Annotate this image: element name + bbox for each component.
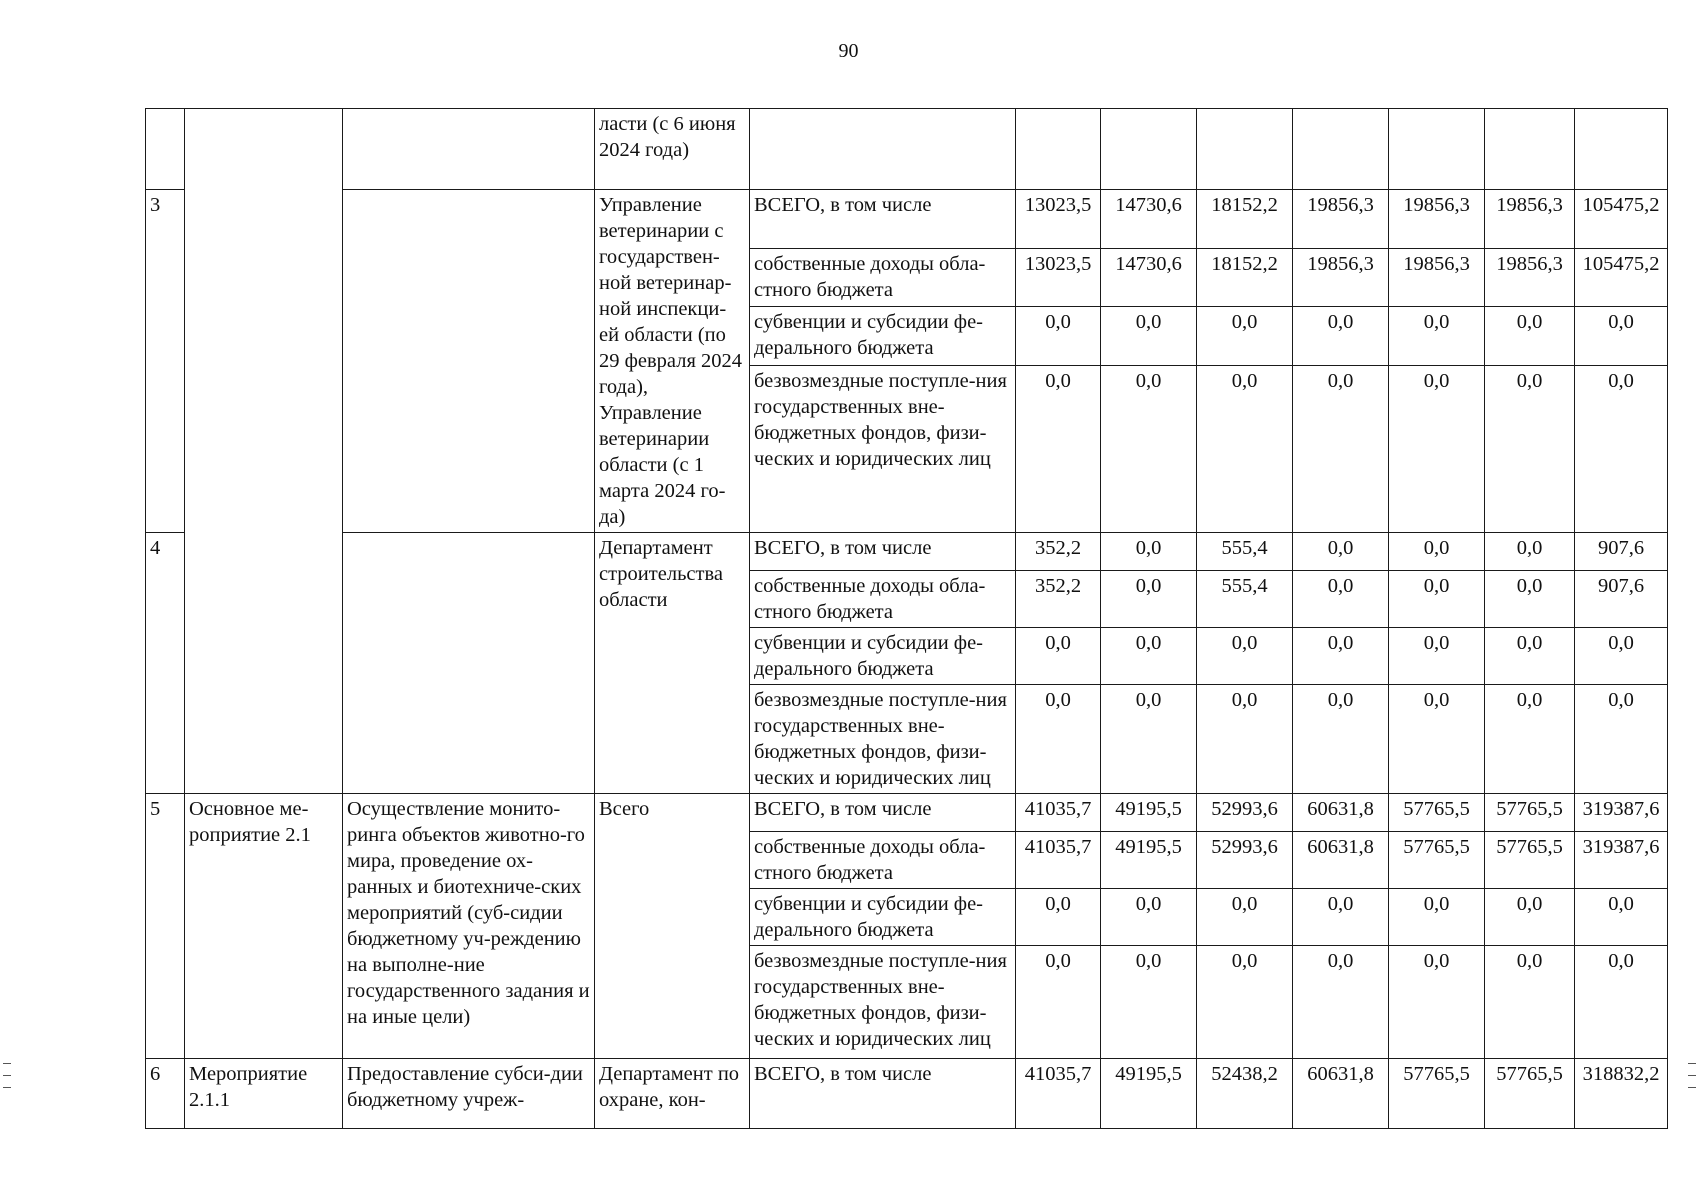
- value-cell: 41035,7: [1016, 794, 1101, 832]
- value-cell: 14730,6: [1101, 190, 1197, 249]
- value-cell: 0,0: [1197, 365, 1293, 532]
- funding-source: ВСЕГО, в том числе: [750, 533, 1016, 571]
- value-cell: 52993,6: [1197, 794, 1293, 832]
- value-cell: 0,0: [1197, 946, 1293, 1059]
- funding-source: субвенции и субсидии фе-дерального бюджета: [750, 889, 1016, 946]
- value-cell: 60631,8: [1293, 794, 1389, 832]
- value-cell: 57765,5: [1389, 794, 1485, 832]
- cell-executor: ласти (с 6 июня 2024 года): [595, 109, 750, 190]
- value-cell: 352,2: [1016, 533, 1101, 571]
- total-cell: 105475,2: [1575, 249, 1668, 307]
- total-cell: 319387,6: [1575, 794, 1668, 832]
- value-cell: 52438,2: [1197, 1059, 1293, 1129]
- table-row: [146, 533, 1668, 571]
- value-cell: 0,0: [1016, 946, 1101, 1059]
- value-cell: 49195,5: [1101, 1059, 1197, 1129]
- value-cell: 0,0: [1293, 685, 1389, 794]
- value-cell: 0,0: [1197, 628, 1293, 685]
- value-cell: 19856,3: [1389, 249, 1485, 307]
- row-number: 5: [146, 794, 185, 1059]
- value-cell: 18152,2: [1197, 249, 1293, 307]
- funding-source: безвозмездные поступле-ния государственных вне-бюджетных фондов, физи-ческих и юридических лиц: [750, 685, 1016, 794]
- scan-edge-mark: [3, 1075, 11, 1076]
- value-cell: 60631,8: [1293, 1059, 1389, 1129]
- value-cell: 0,0: [1101, 571, 1197, 628]
- funding-source: ВСЕГО, в том числе: [750, 190, 1016, 249]
- value-cell: 0,0: [1293, 365, 1389, 532]
- value-cell: 13023,5: [1016, 249, 1101, 307]
- value-cell: 0,0: [1389, 628, 1485, 685]
- value-cell: 0,0: [1389, 571, 1485, 628]
- row-number: 3: [146, 190, 185, 533]
- value-cell: 555,4: [1197, 533, 1293, 571]
- value-cell: 0,0: [1101, 946, 1197, 1059]
- value-cell: 0,0: [1016, 889, 1101, 946]
- value-cell: 60631,8: [1293, 832, 1389, 889]
- value-cell: 0,0: [1016, 365, 1101, 532]
- value-cell: 57765,5: [1485, 794, 1575, 832]
- value-cell: 0,0: [1101, 628, 1197, 685]
- value-cell: 0,0: [1293, 307, 1389, 365]
- value-cell: 0,0: [1016, 628, 1101, 685]
- cell-num: [146, 109, 185, 190]
- cell-executor: Управление ветеринарии с государствен-ной ветеринар-ной инспекци-ей области (по 29 февраля 2024 года), Управление ветеринарии области (с 1 марта 2024 го-да): [595, 190, 750, 533]
- value-cell: 57765,5: [1485, 1059, 1575, 1129]
- value-cell: 555,4: [1197, 571, 1293, 628]
- value-cell: 0,0: [1485, 307, 1575, 365]
- value-cell: 13023,5: [1016, 190, 1101, 249]
- scan-edge-mark: [3, 1063, 11, 1064]
- table-row-continuation: [146, 109, 1668, 190]
- value-cell: 0,0: [1101, 685, 1197, 794]
- value-cell: 0,0: [1389, 889, 1485, 946]
- value-cell: 0,0: [1485, 889, 1575, 946]
- value-cell: 41035,7: [1016, 1059, 1101, 1129]
- value-cell: 0,0: [1485, 571, 1575, 628]
- value-cell: 52993,6: [1197, 832, 1293, 889]
- value-cell: 0,0: [1197, 685, 1293, 794]
- total-cell: 0,0: [1575, 307, 1668, 365]
- cell-name: Осуществление монито-ринга объектов животно-го мира, проведение ох-ранных и биотехниче-ских мероприятий (суб-сидии бюджетному уч-реждению на выполне-ние государственного задания и на иные цели): [343, 794, 595, 1059]
- row-number: 6: [146, 1059, 185, 1129]
- value-cell: 0,0: [1101, 889, 1197, 946]
- total-cell: 0,0: [1575, 946, 1668, 1059]
- table-row: [146, 190, 1668, 249]
- value-cell: 0,0: [1389, 307, 1485, 365]
- funding-source: ВСЕГО, в том числе: [750, 794, 1016, 832]
- total-cell: 318832,2: [1575, 1059, 1668, 1129]
- value-cell: 0,0: [1485, 946, 1575, 1059]
- cell-status: Мероприятие 2.1.1: [185, 1059, 343, 1129]
- value-cell: 0,0: [1485, 365, 1575, 532]
- funding-source: собственные доходы обла-стного бюджета: [750, 249, 1016, 307]
- cell-name: Предоставление субси-дии бюджетному учреж-: [343, 1059, 595, 1129]
- funding-source: ВСЕГО, в том числе: [750, 1059, 1016, 1129]
- cell-status: [185, 109, 343, 794]
- cell-executor: Департамент строительства области: [595, 533, 750, 794]
- value-cell: 0,0: [1101, 533, 1197, 571]
- cell-name: [343, 109, 595, 190]
- value-cell: 0,0: [1016, 307, 1101, 365]
- value-cell: 0,0: [1293, 946, 1389, 1059]
- budget-table: [145, 108, 1668, 1129]
- funding-source: субвенции и субсидии фе-дерального бюджета: [750, 628, 1016, 685]
- scan-edge-mark: [1688, 1075, 1696, 1076]
- funding-source: субвенции и субсидии фе-дерального бюджета: [750, 307, 1016, 365]
- value-cell: 0,0: [1389, 533, 1485, 571]
- value-cell: 57765,5: [1485, 832, 1575, 889]
- scan-edge-mark: [1688, 1063, 1696, 1064]
- value-cell: 0,0: [1485, 533, 1575, 571]
- total-cell: 0,0: [1575, 685, 1668, 794]
- value-cell: 0,0: [1293, 889, 1389, 946]
- value-cell: 41035,7: [1016, 832, 1101, 889]
- value-cell: 19856,3: [1293, 190, 1389, 249]
- row-number: 4: [146, 533, 185, 794]
- cell-status: Основное ме-роприятие 2.1: [185, 794, 343, 1059]
- value-cell: 0,0: [1485, 628, 1575, 685]
- total-cell: 907,6: [1575, 571, 1668, 628]
- value-cell: 14730,6: [1101, 249, 1197, 307]
- value-cell: 0,0: [1101, 365, 1197, 532]
- scan-edge-mark: [3, 1087, 11, 1088]
- value-cell: 49195,5: [1101, 832, 1197, 889]
- value-cell: 57765,5: [1389, 1059, 1485, 1129]
- total-cell: 907,6: [1575, 533, 1668, 571]
- funding-source: безвозмездные поступле-ния государственных вне-бюджетных фондов, физи-ческих и юридических лиц: [750, 946, 1016, 1059]
- value-cell: 0,0: [1389, 946, 1485, 1059]
- page-number: 90: [838, 40, 859, 62]
- funding-source: безвозмездные поступле-ния государственных вне-бюджетных фондов, физи-ческих и юридических лиц: [750, 365, 1016, 532]
- value-cell: 49195,5: [1101, 794, 1197, 832]
- value-cell: 0,0: [1293, 533, 1389, 571]
- cell-source: [750, 109, 1016, 190]
- value-cell: 0,0: [1016, 685, 1101, 794]
- value-cell: 0,0: [1389, 685, 1485, 794]
- value-cell: 19856,3: [1485, 190, 1575, 249]
- total-cell: 0,0: [1575, 889, 1668, 946]
- scan-edge-mark: [1688, 1087, 1696, 1088]
- total-cell: 105475,2: [1575, 190, 1668, 249]
- total-cell: 0,0: [1575, 365, 1668, 532]
- value-cell: 19856,3: [1293, 249, 1389, 307]
- cell-name: [343, 533, 595, 794]
- value-cell: 0,0: [1293, 571, 1389, 628]
- funding-source: собственные доходы обла-стного бюджета: [750, 571, 1016, 628]
- table-row: [146, 794, 1668, 832]
- value-cell: 0,0: [1293, 628, 1389, 685]
- value-cell: 0,0: [1389, 365, 1485, 532]
- table-row: [146, 1059, 1668, 1129]
- value-cell: 352,2: [1016, 571, 1101, 628]
- cell-name: [343, 190, 595, 533]
- total-cell: 0,0: [1575, 628, 1668, 685]
- value-cell: 18152,2: [1197, 190, 1293, 249]
- value-cell: 57765,5: [1389, 832, 1485, 889]
- value-cell: 0,0: [1101, 307, 1197, 365]
- total-cell: 319387,6: [1575, 832, 1668, 889]
- value-cell: 19856,3: [1485, 249, 1575, 307]
- value-cell: 0,0: [1197, 307, 1293, 365]
- value-cell: 0,0: [1485, 685, 1575, 794]
- value-cell: 0,0: [1197, 889, 1293, 946]
- funding-source: собственные доходы обла-стного бюджета: [750, 832, 1016, 889]
- cell-executor: Всего: [595, 794, 750, 1059]
- cell-executor: Департамент по охране, кон-: [595, 1059, 750, 1129]
- value-cell: 19856,3: [1389, 190, 1485, 249]
